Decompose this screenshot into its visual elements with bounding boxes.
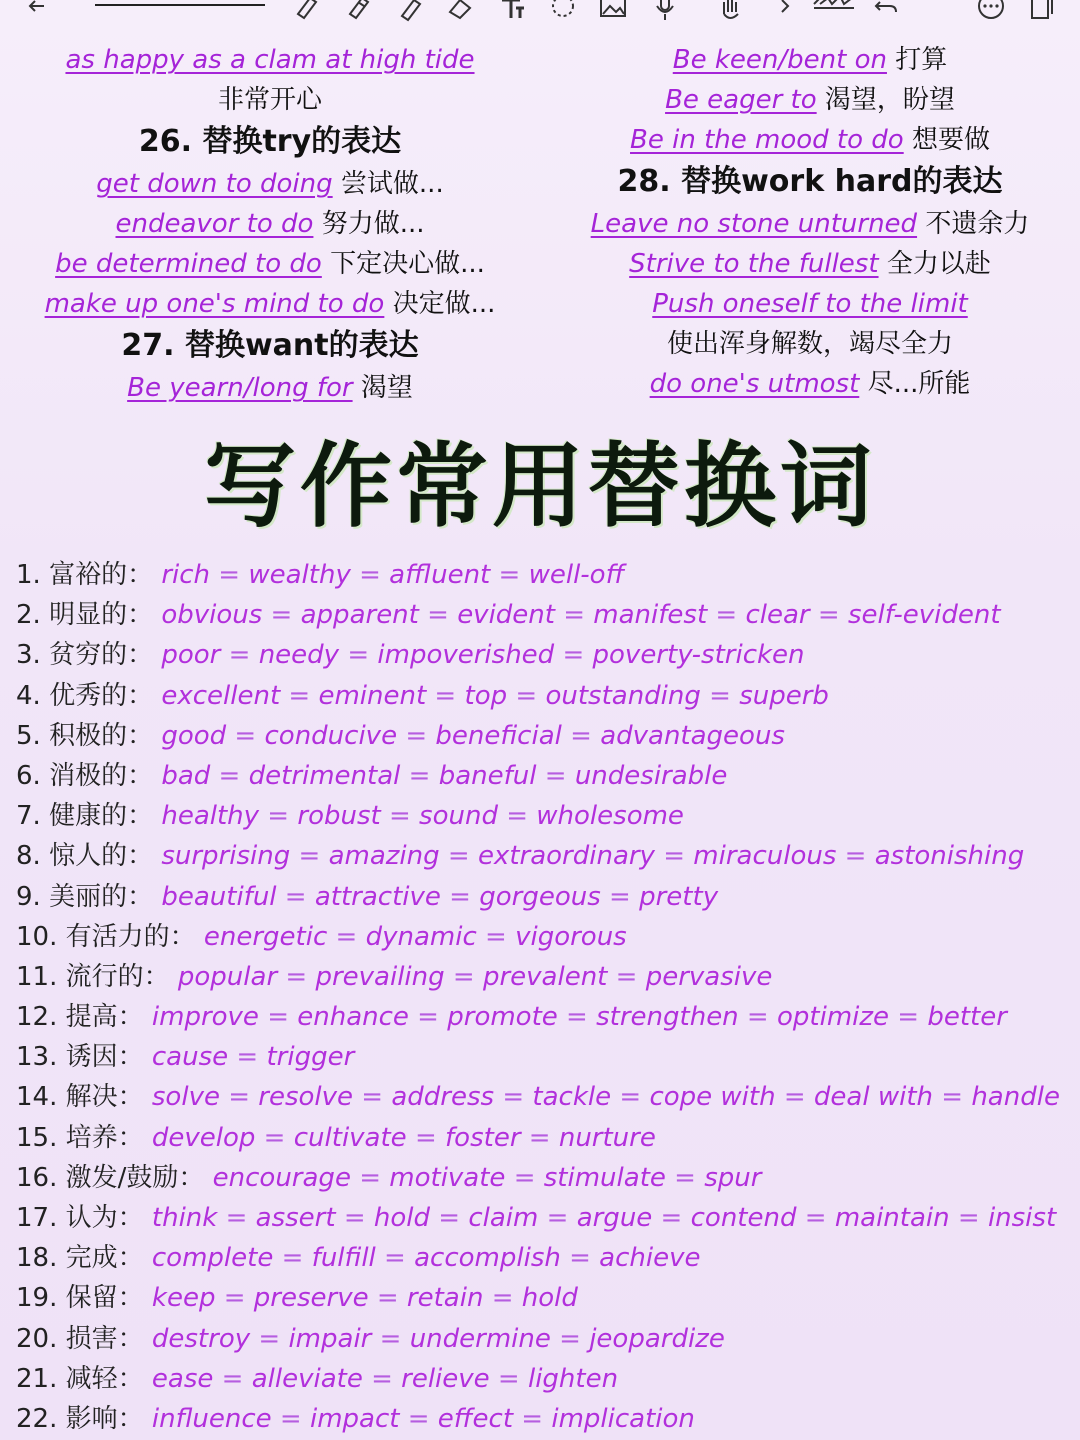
synonym-word: hold	[521, 1283, 578, 1314]
item-number: 16.	[16, 1162, 66, 1193]
synonym-word: alleviate	[251, 1363, 363, 1394]
synonym-word: robust	[297, 801, 381, 832]
phrase-en: Be yearn/long for	[127, 373, 353, 403]
synonym-word: wholesome	[536, 801, 684, 832]
item-label: 消极的：	[49, 760, 162, 791]
item-number: 6.	[16, 760, 50, 791]
synonym-list	[16, 555, 1076, 1439]
synonym-word: sound	[419, 801, 498, 832]
synonym-word: implication	[551, 1403, 695, 1434]
hand-icon[interactable]	[716, 0, 746, 24]
item-label: 提高：	[65, 1002, 152, 1033]
synonym-word: deal with	[813, 1082, 933, 1113]
phrase-zh: 使出浑身解数，竭尽全力	[666, 329, 953, 359]
section-heading-28: 28. 替换work hard的表达	[617, 164, 1003, 199]
synonym-word: impact	[309, 1403, 400, 1434]
phrase-zh: 下定决心做...	[330, 249, 485, 279]
toolbar-divider	[95, 4, 265, 6]
synonym-word: needy	[258, 640, 340, 671]
synonym-word: excellent	[161, 680, 281, 711]
synonym-word: impair	[288, 1323, 372, 1354]
highlighter-icon[interactable]	[396, 0, 426, 24]
phrase-zh: 努力做...	[321, 209, 425, 239]
phrase-en: Be in the mood to do	[630, 125, 904, 155]
list-item	[16, 555, 1076, 595]
synonym-word: resolve	[258, 1082, 354, 1113]
synonym-word: pretty	[639, 881, 719, 912]
item-label: 有活力的：	[65, 921, 204, 952]
item-synonyms: destroy = impair = undermine = jeopardize	[151, 1323, 725, 1354]
synonym-word: undesirable	[574, 760, 728, 791]
synonym-word: cope with	[649, 1082, 776, 1113]
synonym-word: think	[151, 1203, 218, 1233]
synonym-word: enhance	[297, 1002, 409, 1033]
phrase-en: do one's utmost	[649, 369, 860, 399]
item-synonyms: surprising = amazing = extraordinary = miraculous = astonishing	[161, 841, 1025, 872]
page-title: 写作常用替换词	[203, 433, 876, 540]
list-item	[16, 836, 1076, 876]
item-synonyms: beautiful = attractive = gorgeous = pretty	[161, 881, 719, 912]
phrase-item	[540, 244, 1080, 284]
list-item	[16, 957, 1076, 997]
synonym-word: argue	[576, 1203, 653, 1233]
item-number: 19.	[16, 1283, 66, 1314]
item-label: 明显的：	[49, 600, 162, 631]
item-number: 14.	[16, 1082, 66, 1113]
synonym-word: solve	[151, 1082, 220, 1113]
left-column	[0, 40, 540, 408]
synonym-word: achieve	[599, 1243, 701, 1274]
phrase-zh: 打算	[895, 45, 948, 75]
phrase-item	[0, 368, 540, 408]
synonym-word: outstanding	[545, 680, 701, 711]
synonym-word: eminent	[318, 680, 427, 711]
synonym-word: prevailing	[315, 961, 445, 992]
synonym-word: beneficial	[435, 720, 562, 751]
list-item	[16, 877, 1076, 917]
item-label: 优秀的：	[49, 680, 162, 711]
synonym-word: optimize	[777, 1002, 890, 1033]
synonym-word: attractive	[314, 881, 441, 912]
phrase-item	[0, 80, 540, 120]
phrase-zh: 渴望，盼望	[824, 85, 955, 115]
more-icon[interactable]	[976, 0, 1006, 24]
synonym-word: impoverished	[377, 640, 555, 671]
synonym-word: energetic	[203, 921, 328, 952]
eraser-icon[interactable]	[446, 0, 476, 24]
item-synonyms: encourage = motivate = stimulate = spur	[212, 1162, 762, 1193]
synonym-word: trigger	[266, 1042, 355, 1073]
synonym-word: self-evident	[847, 600, 1001, 631]
synonym-word: cultivate	[293, 1122, 407, 1153]
phrase-en: endeavor to do	[115, 209, 314, 239]
synonym-word: superb	[739, 680, 829, 711]
item-number: 8.	[16, 841, 50, 872]
item-synonyms: cause = trigger	[151, 1042, 355, 1073]
synonym-word: improve	[151, 1002, 259, 1033]
synonym-word: prevalent	[482, 961, 608, 992]
synonym-word: accomplish	[414, 1243, 561, 1274]
synonym-word: popular	[177, 961, 278, 992]
synonym-word: gorgeous	[479, 881, 601, 912]
synonym-word: fulfill	[311, 1243, 376, 1274]
synonym-word: baneful	[438, 760, 537, 791]
item-label: 贫穷的：	[49, 640, 162, 671]
synonym-word: tackle	[532, 1082, 612, 1113]
item-synonyms: solve = resolve = address = tackle = cope with = deal with = handle	[151, 1082, 1060, 1113]
synonym-word: nurture	[558, 1122, 656, 1153]
item-number: 18.	[16, 1243, 66, 1274]
synonym-word: ease	[151, 1363, 214, 1394]
synonym-word: promote	[447, 1002, 558, 1033]
item-synonyms: complete = fulfill = accomplish = achieve	[151, 1243, 701, 1274]
synonym-word: affluent	[389, 560, 491, 590]
synonym-word: cause	[151, 1042, 229, 1073]
synonym-word: poverty-stricken	[592, 640, 805, 671]
synonym-word: clear	[745, 600, 810, 631]
synonym-word: insist	[987, 1203, 1057, 1233]
synonym-word: better	[927, 1002, 1007, 1033]
microphone-icon[interactable]	[650, 0, 680, 24]
item-synonyms: keep = preserve = retain = hold	[151, 1283, 578, 1314]
list-item	[16, 1158, 1076, 1198]
phrase-en: make up one's mind to do	[44, 289, 385, 319]
synonym-word: contend	[690, 1203, 797, 1233]
synonym-word: pervasive	[645, 961, 773, 992]
section-heading-27: 27. 替换want的表达	[121, 328, 419, 363]
phrase-item	[0, 284, 540, 324]
synonym-word: assert	[255, 1203, 336, 1233]
note-toolbar	[0, 0, 1080, 28]
item-label: 美丽的：	[49, 881, 162, 912]
item-label: 保留：	[65, 1283, 152, 1314]
item-label: 培养：	[65, 1122, 152, 1153]
list-item	[16, 676, 1076, 716]
synonym-word: handle	[971, 1082, 1060, 1113]
item-synonyms: think = assert = hold = claim = argue = contend = maintain = insist	[151, 1203, 1057, 1233]
list-item	[16, 1359, 1076, 1399]
back-arrow-icon[interactable]	[22, 0, 52, 24]
item-number: 10.	[16, 921, 66, 952]
item-label: 影响：	[65, 1403, 152, 1434]
item-label: 认为：	[65, 1203, 152, 1233]
synonym-word: influence	[151, 1403, 272, 1434]
phrase-zh: 尝试做...	[340, 169, 444, 199]
item-number: 1.	[16, 560, 50, 590]
phrase-en: get down to doing	[96, 169, 333, 199]
list-item	[16, 595, 1076, 635]
phrase-item	[540, 324, 1080, 364]
item-synonyms: obvious = apparent = evident = manifest = clear = self-evident	[161, 600, 1001, 631]
phrase-item	[540, 40, 1080, 80]
undo-icon[interactable]	[872, 0, 902, 24]
synonym-word: encourage	[212, 1162, 351, 1193]
phrase-zh: 渴望	[360, 373, 413, 403]
pages-icon[interactable]	[1028, 0, 1058, 24]
pen-icon[interactable]	[292, 0, 322, 24]
phrase-zh: 不遗余力	[925, 209, 1030, 239]
right-column	[540, 40, 1080, 404]
synonym-word: miraculous	[693, 841, 837, 872]
list-item	[16, 917, 1076, 957]
synonym-word: keep	[151, 1283, 216, 1314]
synonym-word: undermine	[409, 1323, 551, 1354]
synonym-word: strengthen	[596, 1002, 739, 1033]
phrase-item	[0, 204, 540, 244]
item-synonyms: develop = cultivate = foster = nurture	[151, 1122, 656, 1153]
synonym-word: well-off	[528, 560, 625, 590]
synonym-word: effect	[437, 1403, 514, 1434]
phrase-zh: 全力以赴	[886, 249, 991, 279]
phrase-zh: 决定做...	[392, 289, 496, 319]
chevron-right-icon[interactable]	[770, 0, 800, 24]
item-number: 20.	[16, 1323, 66, 1354]
synonym-word: surprising	[161, 841, 291, 872]
item-number: 4.	[16, 680, 50, 711]
item-number: 3.	[16, 640, 50, 671]
synonym-word: stimulate	[543, 1162, 666, 1193]
item-number: 5.	[16, 720, 50, 751]
list-item	[16, 1118, 1076, 1158]
item-synonyms: bad = detrimental = baneful = undesirable	[161, 760, 728, 791]
list-item	[16, 1077, 1076, 1117]
synonym-word: wealthy	[248, 560, 351, 590]
list-item	[16, 716, 1076, 756]
phrase-item	[0, 40, 540, 80]
item-label: 惊人的：	[49, 841, 162, 872]
item-number: 9.	[16, 881, 50, 912]
list-item	[16, 1278, 1076, 1318]
synonym-word: healthy	[161, 801, 260, 832]
item-label: 完成：	[65, 1243, 152, 1274]
image-icon[interactable]	[598, 0, 628, 24]
phrase-en: be determined to do	[55, 249, 322, 279]
item-synonyms: excellent = eminent = top = outstanding = superb	[161, 680, 829, 711]
phrase-zh: 尽...所能	[867, 369, 971, 399]
item-number: 12.	[16, 1002, 66, 1033]
list-item	[16, 1319, 1076, 1359]
synonym-word: top	[464, 680, 508, 711]
synonym-word: vigorous	[515, 921, 627, 952]
list-item	[16, 1037, 1076, 1077]
synonym-word: good	[161, 720, 227, 751]
list-item	[16, 796, 1076, 836]
text-tool-icon[interactable]	[498, 0, 528, 24]
synonym-word: detrimental	[248, 760, 401, 791]
item-label: 解决：	[65, 1082, 152, 1113]
item-synonyms: healthy = robust = sound = wholesome	[161, 801, 684, 832]
item-number: 7.	[16, 801, 50, 832]
item-label: 富裕的：	[49, 560, 162, 590]
synonym-word: poor	[161, 640, 221, 671]
phrase-item	[540, 364, 1080, 404]
item-label: 减轻：	[65, 1363, 152, 1394]
item-synonyms: improve = enhance = promote = strengthen = optimize = better	[151, 1002, 1007, 1033]
phrase-en: Be eager to	[665, 85, 817, 115]
phrase-item	[540, 284, 1080, 324]
synonym-word: bad	[161, 760, 211, 791]
synonym-word: amazing	[328, 841, 440, 872]
synonym-word: apparent	[300, 600, 419, 631]
synonym-word: beautiful	[161, 881, 277, 912]
item-label: 流行的：	[65, 961, 178, 992]
item-synonyms: good = conducive = beneficial = advantageous	[161, 720, 785, 751]
item-synonyms: energetic = dynamic = vigorous	[203, 921, 627, 952]
synonym-word: address	[391, 1082, 495, 1113]
synonym-word: manifest	[593, 600, 708, 631]
item-number: 22.	[16, 1403, 66, 1434]
phrase-item	[540, 80, 1080, 120]
phrase-zh: 非常开心	[217, 85, 322, 115]
item-label: 损害：	[65, 1323, 152, 1354]
synonym-word: motivate	[389, 1162, 506, 1193]
item-number: 13.	[16, 1042, 66, 1073]
synonym-word: evident	[457, 600, 555, 631]
section-heading-26: 26. 替换try的表达	[138, 124, 402, 159]
phrase-en: Strive to the fullest	[629, 249, 879, 279]
synonym-word: spur	[704, 1162, 762, 1193]
synonym-word: claim	[468, 1203, 539, 1233]
item-synonyms: influence = impact = effect = implication	[151, 1403, 695, 1434]
item-label: 诱因：	[65, 1042, 152, 1073]
synonym-word: advantageous	[600, 720, 785, 751]
item-label: 健康的：	[49, 801, 162, 832]
synonym-word: foster	[445, 1122, 521, 1153]
list-item	[16, 756, 1076, 796]
synonym-word: jeopardize	[589, 1323, 725, 1354]
synonym-word: astonishing	[874, 841, 1025, 872]
phrase-item	[540, 204, 1080, 244]
item-synonyms: popular = prevailing = prevalent = pervasive	[177, 961, 773, 992]
phrase-item	[0, 244, 540, 284]
handwriting-icon[interactable]	[812, 0, 856, 24]
phrase-item	[540, 120, 1080, 160]
item-number: 21.	[16, 1363, 66, 1394]
synonym-word: develop	[151, 1122, 256, 1153]
item-number: 15.	[16, 1122, 66, 1153]
synonym-word: hold	[373, 1203, 431, 1233]
list-item	[16, 635, 1076, 675]
item-synonyms: rich = wealthy = affluent = well-off	[161, 560, 625, 590]
synonym-word: dynamic	[365, 921, 477, 952]
item-synonyms: poor = needy = impoverished = poverty-stricken	[161, 640, 805, 671]
pencil-icon[interactable]	[344, 0, 374, 24]
item-number: 17.	[16, 1203, 66, 1233]
synonym-word: conducive	[264, 720, 398, 751]
list-item	[16, 1238, 1076, 1278]
synonym-word: preserve	[253, 1283, 369, 1314]
synonym-word: retain	[406, 1283, 484, 1314]
synonym-word: lighten	[527, 1363, 619, 1394]
item-label: 积极的：	[49, 720, 162, 751]
synonym-word: extraordinary	[477, 841, 655, 872]
synonym-word: obvious	[161, 600, 263, 631]
phrase-zh: 想要做	[911, 125, 990, 155]
synonym-word: maintain	[834, 1203, 950, 1233]
phrase-en: Be keen/bent on	[672, 45, 887, 75]
list-item	[16, 1198, 1076, 1238]
phrase-item	[0, 164, 540, 204]
phrase-en: Leave no stone unturned	[590, 209, 918, 239]
item-number: 11.	[16, 961, 66, 992]
synonym-word: relieve	[401, 1363, 490, 1394]
synonym-word: rich	[161, 560, 211, 590]
item-synonyms: ease = alleviate = relieve = lighten	[151, 1363, 619, 1394]
phrase-en: Push oneself to the limit	[652, 289, 968, 319]
phrase-en: as happy as a clam at high tide	[65, 45, 475, 75]
synonym-word: complete	[151, 1243, 274, 1274]
lasso-icon[interactable]	[548, 0, 578, 24]
item-number: 2.	[16, 600, 50, 631]
item-label: 激发/鼓励：	[65, 1162, 213, 1193]
list-item	[16, 997, 1076, 1037]
list-item	[16, 1399, 1076, 1439]
synonym-word: destroy	[151, 1323, 251, 1354]
